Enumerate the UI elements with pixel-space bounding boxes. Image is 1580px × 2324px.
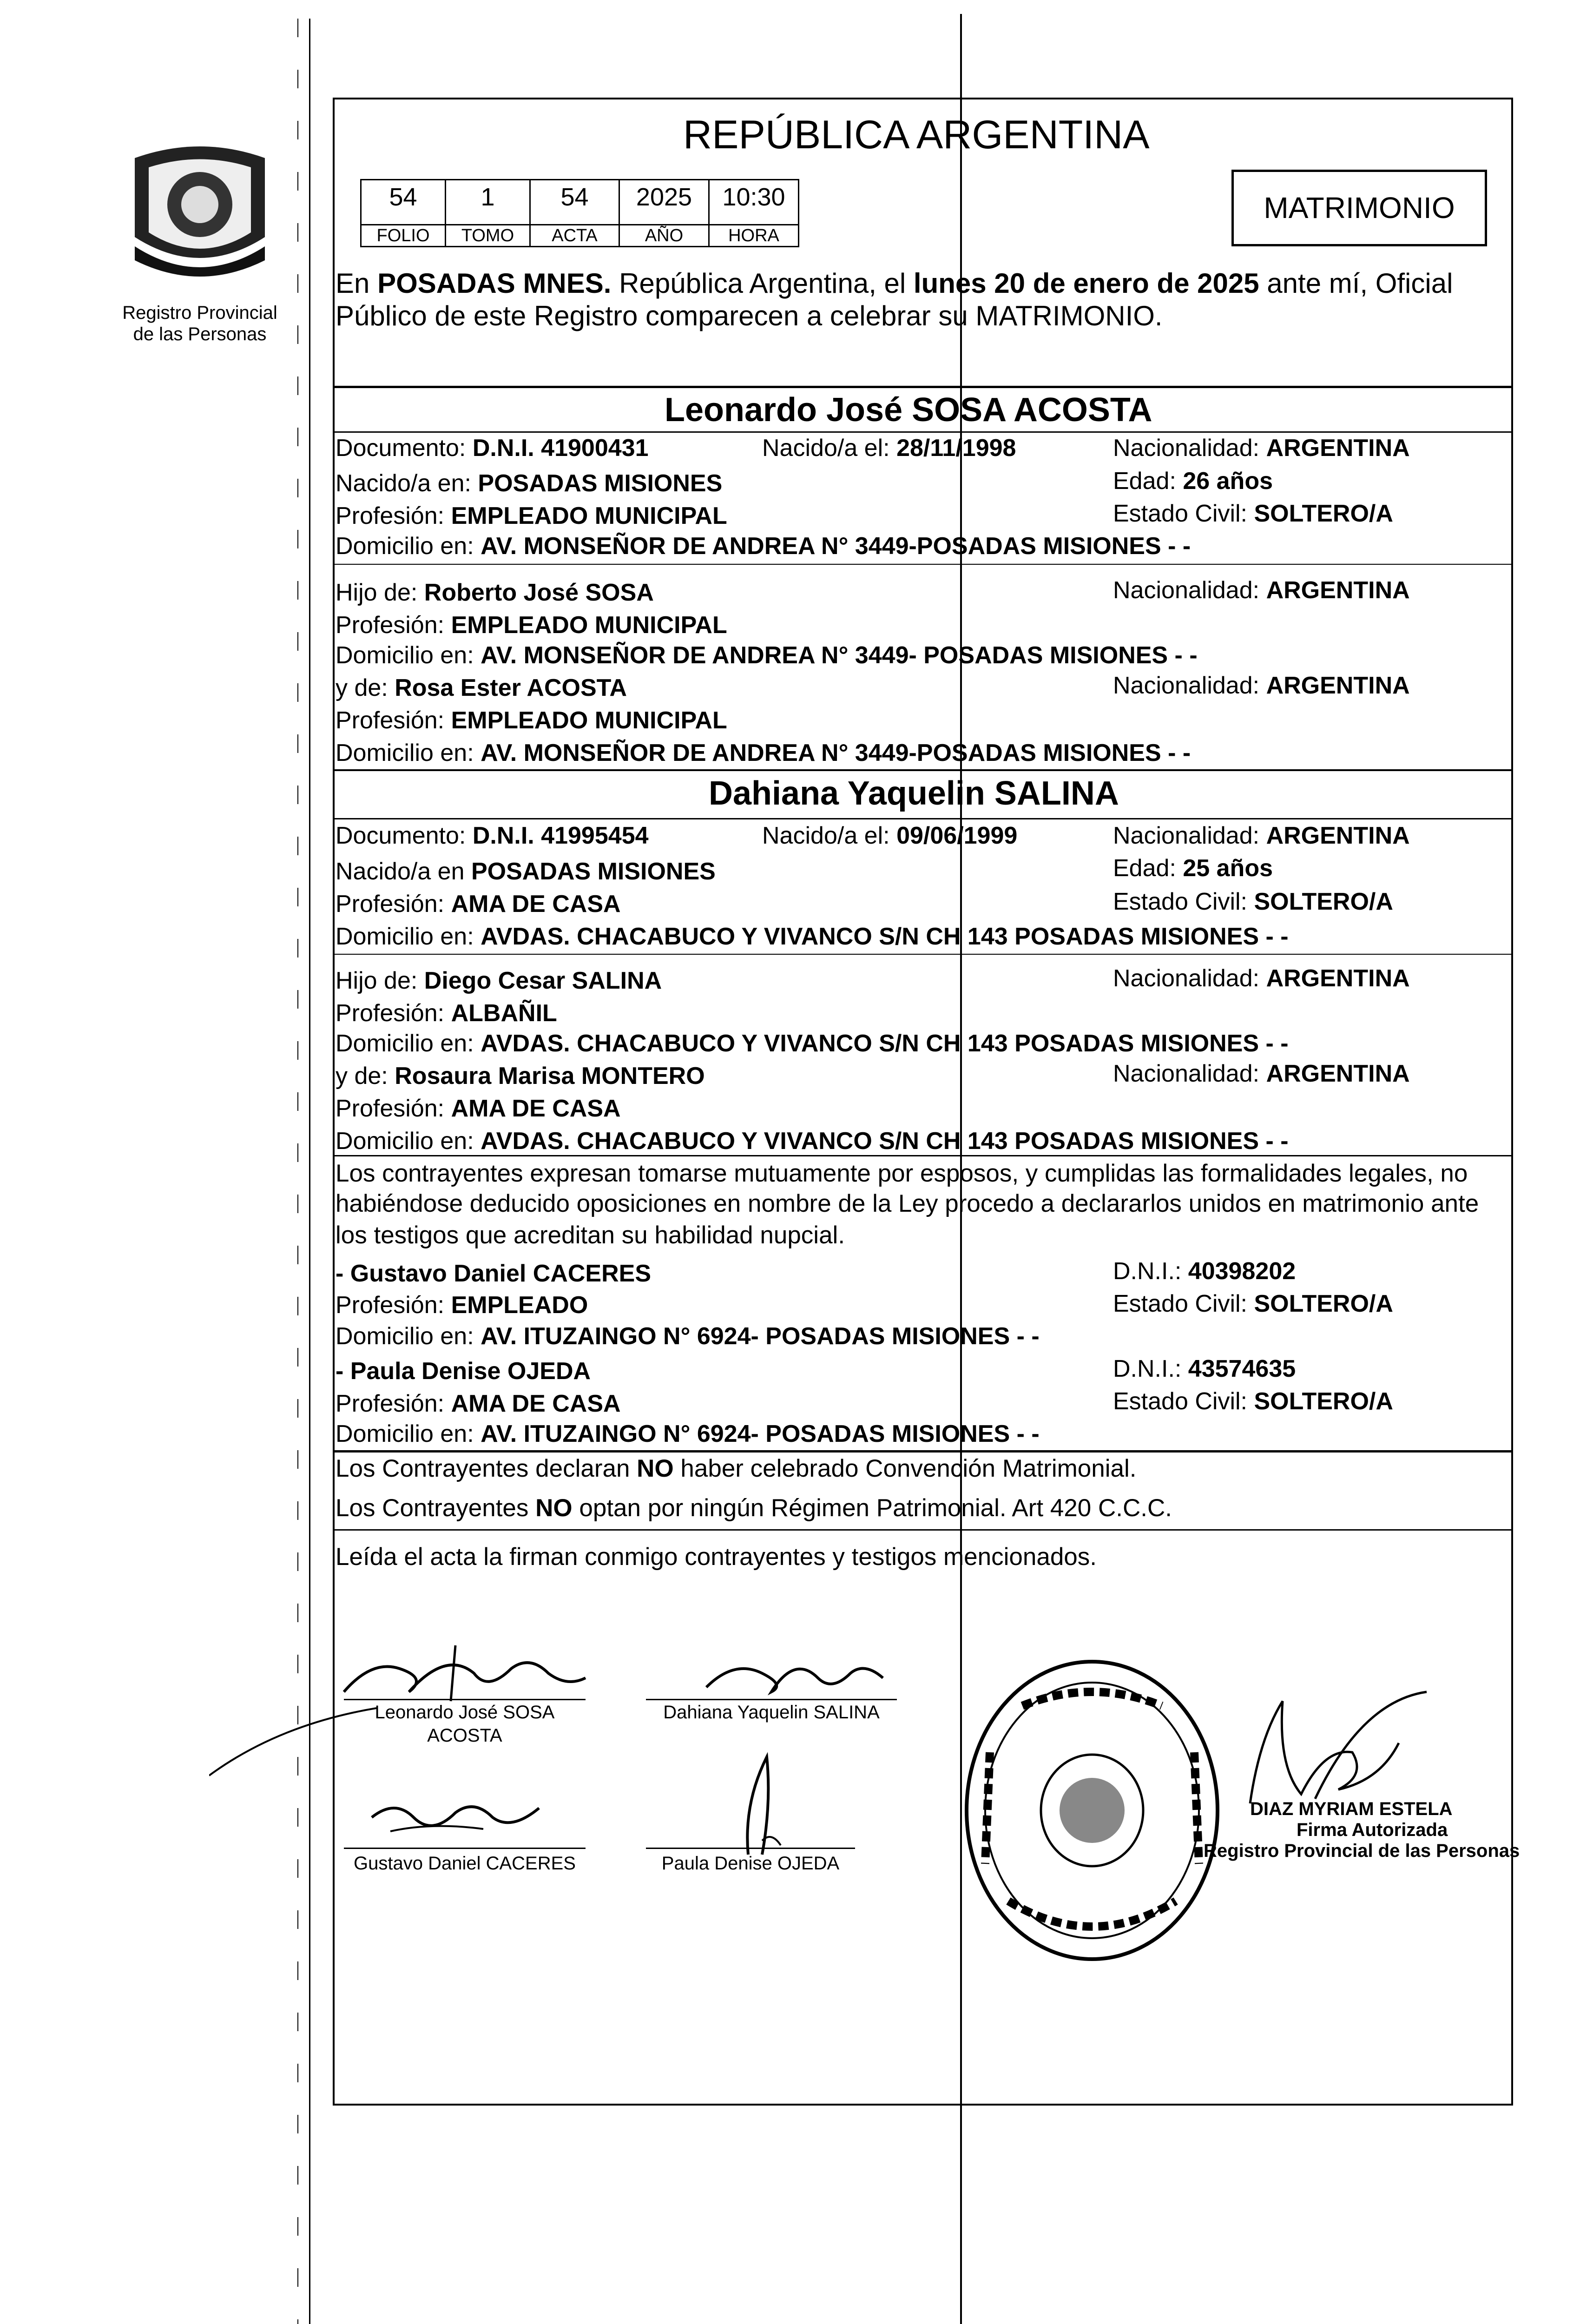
spouse2-mother-nationality: Nacionalidad: ARGENTINA [1113, 1060, 1410, 1087]
declaration-line-3: los testigos que acreditan su habilidad nupcial. [336, 1221, 845, 1249]
spouse2-father-nationality: Nacionalidad: ARGENTINA [1113, 965, 1410, 992]
row-divider [333, 954, 1513, 955]
convention-line-2: Los Contrayentes NO optan por ningún Régimen Patrimonial. Art 420 C.C.C. [336, 1494, 1172, 1522]
witness1-civil-status: Estado Civil: SOLTERO/A [1113, 1290, 1393, 1317]
declaration-line-1: Los contrayentes expresan tomarse mutuamente por esposos, y cumplidas las formalidades legales, no [336, 1160, 1468, 1187]
signature-name-spouse2: Dahiana Yaquelin SALINA [663, 1702, 880, 1723]
intro-line-1: En POSADAS MNES. República Argentina, el lunes 20 de enero de 2025 ante mí, Oficial [336, 268, 1453, 299]
witness2-address: Domicilio en: AV. ITUZAINGO N° 6924- POSADAS MISIONES - - [336, 1420, 1040, 1447]
signature-witness2 [716, 1748, 809, 1859]
signature-spouse2 [697, 1641, 892, 1701]
spouse2-birthdate: Nacido/a el: 09/06/1999 [762, 822, 1018, 849]
spouse2-birthplace: Nacido/a en POSADAS MISIONES [336, 858, 716, 885]
witness1-address: Domicilio en: AV. ITUZAINGO N° 6924- POSADAS MISIONES - - [336, 1323, 1040, 1350]
record-value-folio: 54 [360, 179, 446, 225]
section-divider [333, 769, 1513, 771]
spouse1-nationality: Nacionalidad: ARGENTINA [1113, 435, 1410, 462]
spouse2-profession: Profesión: AMA DE CASA [336, 891, 621, 918]
witness2-profession: Profesión: AMA DE CASA [336, 1390, 621, 1417]
spouse2-nationality: Nacionalidad: ARGENTINA [1113, 822, 1410, 849]
signature-name-witness1: Gustavo Daniel CACERES [354, 1853, 576, 1874]
signature-line-witness1 [344, 1848, 586, 1849]
section-divider [333, 431, 1513, 433]
signature-line-spouse1 [344, 1699, 586, 1700]
intro-line-2: Público de este Registro comparecen a celebrar su MATRIMONIO. [336, 300, 1163, 331]
section-divider [333, 1529, 1513, 1531]
signature-name-spouse1-line2: ACOSTA [427, 1725, 502, 1746]
spouse1-mother-nationality: Nacionalidad: ARGENTINA [1113, 672, 1410, 699]
spouse2-age: Edad: 25 años [1113, 855, 1273, 882]
record-label-acta: ACTA [529, 224, 620, 247]
spouse2-address: Domicilio en: AVDAS. CHACABUCO Y VIVANCO S/N CH 143 POSADAS MISIONES - - [336, 923, 1289, 950]
witness2-dni: D.N.I.: 43574635 [1113, 1355, 1296, 1382]
spouse2-name: Dahiana Yaquelin SALINA [709, 775, 1119, 812]
margin-line-left [309, 19, 310, 2324]
spouse1-mother-address: Domicilio en: AV. MONSEÑOR DE ANDREA N° 3449-POSADAS MISIONES - - [336, 739, 1191, 766]
official-office: Registro Provincial de las Personas [1204, 1841, 1520, 1861]
signature-name-spouse1-line1: Leonardo José SOSA [375, 1702, 555, 1723]
record-value-ano: 2025 [619, 179, 710, 225]
section-divider [333, 386, 1513, 388]
signature-spouse1 [335, 1641, 595, 1706]
convention-line-1: Los Contrayentes declaran NO haber celebrado Convención Matrimonial. [336, 1455, 1137, 1482]
witness2-civil-status: Estado Civil: SOLTERO/A [1113, 1388, 1393, 1415]
registry-logo [116, 139, 283, 284]
spouse1-birthdate: Nacido/a el: 28/11/1998 [762, 435, 1016, 462]
signature-line-witness2 [646, 1848, 855, 1849]
spouse2-mother: y de: Rosaura Marisa MONTERO [336, 1063, 705, 1089]
witness1-name: - Gustavo Daniel CACERES [336, 1260, 652, 1287]
page-title: REPÚBLICA ARGENTINA [683, 112, 1150, 157]
witness1-profession: Profesión: EMPLEADO [336, 1292, 588, 1319]
record-label-ano: AÑO [619, 224, 710, 247]
section-divider [333, 1155, 1513, 1156]
spouse2-mother-address: Domicilio en: AVDAS. CHACABUCO Y VIVANCO S/N CH 143 POSADAS MISIONES - - [336, 1128, 1289, 1155]
spouse1-profession: Profesión: EMPLEADO MUNICIPAL [336, 502, 727, 529]
witness2-name: - Paula Denise OJEDA [336, 1358, 591, 1385]
spouse2-civil-status: Estado Civil: SOLTERO/A [1113, 888, 1393, 915]
spouse1-age: Edad: 26 años [1113, 468, 1273, 495]
record-value-acta: 54 [529, 179, 620, 225]
registry-caption-2: de las Personas [133, 324, 267, 344]
row-divider [333, 564, 1513, 565]
spouse1-civil-status: Estado Civil: SOLTERO/A [1113, 500, 1393, 527]
record-value-hora: 10:30 [708, 179, 799, 225]
spouse1-mother-profession: Profesión: EMPLEADO MUNICIPAL [336, 707, 727, 734]
spouse2-father-profession: Profesión: ALBAÑIL [336, 1000, 557, 1027]
signature-official [1231, 1683, 1436, 1817]
spouse1-father: Hijo de: Roberto José SOSA [336, 579, 654, 606]
spouse1-father-nationality: Nacionalidad: ARGENTINA [1113, 577, 1410, 604]
spouse1-father-address: Domicilio en: AV. MONSEÑOR DE ANDREA N° 3449- POSADAS MISIONES - - [336, 642, 1198, 669]
record-label-hora: HORA [708, 224, 799, 247]
section-divider [333, 818, 1513, 819]
signature-witness1 [362, 1789, 558, 1850]
spouse2-mother-profession: Profesión: AMA DE CASA [336, 1095, 621, 1122]
record-value-tomo: 1 [445, 179, 531, 225]
signature-name-witness2: Paula Denise OJEDA [661, 1853, 840, 1874]
signature-line-spouse2 [646, 1699, 897, 1700]
spouse1-address: Domicilio en: AV. MONSEÑOR DE ANDREA N° 3449-POSADAS MISIONES - - [336, 533, 1191, 560]
spouse1-mother: y de: Rosa Ester ACOSTA [336, 674, 627, 701]
section-divider [333, 1450, 1513, 1452]
spouse2-document: Documento: D.N.I. 41995454 [336, 822, 649, 849]
spouse1-father-profession: Profesión: EMPLEADO MUNICIPAL [336, 612, 727, 639]
record-label-tomo: TOMO [445, 224, 531, 247]
official-stamp-icon [953, 1650, 1231, 1971]
record-label-folio: FOLIO [360, 224, 446, 247]
act-type-box [1231, 170, 1487, 246]
closing-statement: Leída el acta la firman conmigo contrayentes y testigos mencionados. [336, 1543, 1097, 1571]
province-seal-icon [116, 139, 283, 284]
spouse2-father: Hijo de: Diego Cesar SALINA [336, 967, 662, 994]
official-name: DIAZ MYRIAM ESTELA [1250, 1799, 1453, 1819]
spouse1-name: Leonardo José SOSA ACOSTA [665, 391, 1152, 429]
spouse1-document: Documento: D.N.I. 41900431 [336, 435, 649, 462]
act-type: MATRIMONIO [1264, 191, 1455, 224]
official-title: Firma Autorizada [1297, 1820, 1448, 1840]
spouse2-father-address: Domicilio en: AVDAS. CHACABUCO Y VIVANCO S/N CH 143 POSADAS MISIONES - - [336, 1030, 1289, 1057]
registry-caption-1: Registro Provincial [122, 303, 277, 323]
margin-line-left-dotted [297, 19, 298, 2324]
spouse1-birthplace: Nacido/a en: POSADAS MISIONES [336, 470, 723, 497]
declaration-line-2: habiéndose deducido oposiciones en nombre de la Ley procedo a declararlos unidos en matrimonio ante [336, 1190, 1479, 1217]
witness1-dni: D.N.I.: 40398202 [1113, 1258, 1296, 1285]
